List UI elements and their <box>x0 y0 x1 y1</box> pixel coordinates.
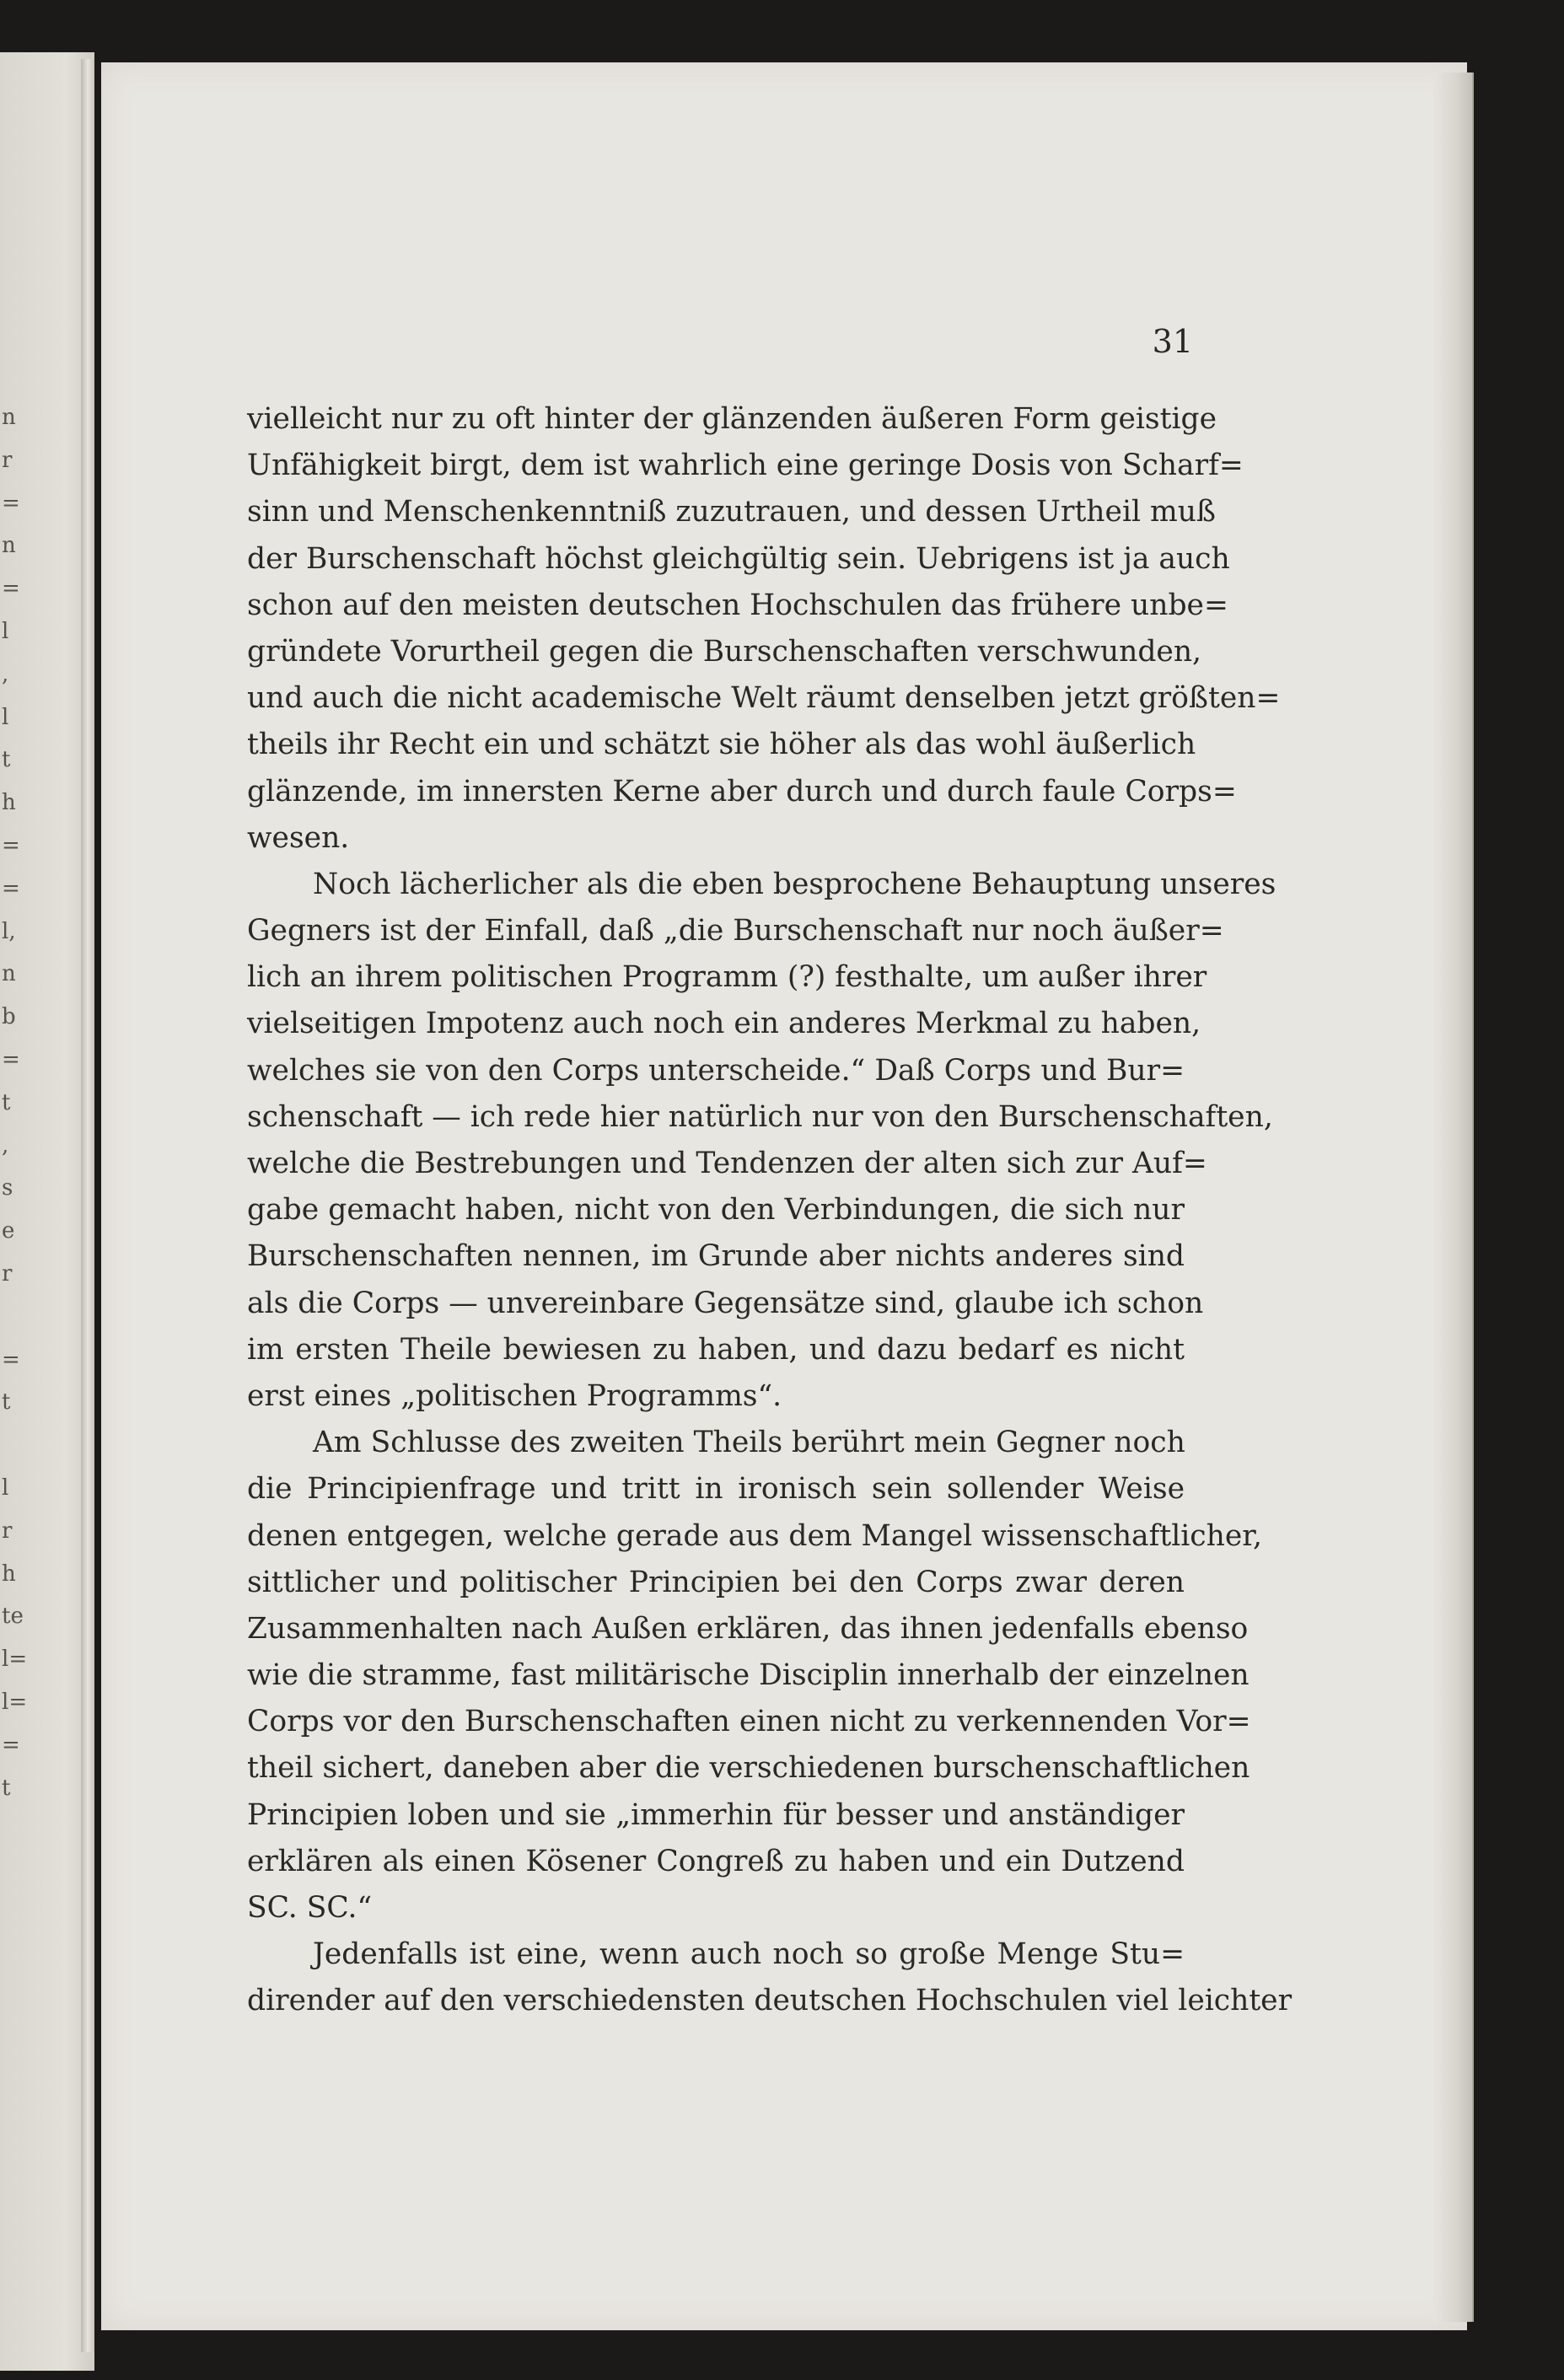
left-page-letter: = <box>2 875 20 901</box>
left-page-letter: l= <box>2 1647 28 1673</box>
left-page-letter: l <box>2 704 9 730</box>
text-line: lich an ihrem politischen Programm (?) festhalte, um außer ihrer <box>247 960 1207 995</box>
left-page-letter: n <box>2 405 16 430</box>
left-page-letter: b <box>2 1004 16 1030</box>
left-page-letter: t <box>2 747 11 773</box>
text-line: als die Corps — unvereinbare Gegensätze sind, glaube ich schon <box>247 1286 1204 1320</box>
left-page-letter: , <box>2 661 9 687</box>
text-line: welches sie von den Corps unterscheide.“ Daß Corps und Bur= <box>247 1053 1185 1088</box>
text-line: theils ihr Recht ein und schätzt sie höher als das wohl äußerlich <box>247 728 1196 762</box>
left-page-letter: l, <box>2 918 16 944</box>
left-page-letter: l= <box>2 1689 28 1715</box>
text-line: gründete Vorurtheil gegen die Burschenschaften verschwunden, <box>247 634 1202 669</box>
left-page-letter <box>2 1424 19 1467</box>
text-line: glänzende, im innersten Kerne aber durch und durch faule Corps= <box>247 774 1237 809</box>
text-line: welche die Bestrebungen und Tendenzen der alten sich zur Auf= <box>247 1147 1207 1180</box>
text-line: und auch die nicht academische Welt räumt denselben jetzt größten= <box>247 681 1281 716</box>
left-page-letter: l <box>2 1475 9 1501</box>
left-page-letter: , <box>2 1132 9 1158</box>
left-page-letter: r <box>2 1518 13 1544</box>
text-line: schon auf den meisten deutschen Hochschulen das frühere unbe= <box>247 588 1228 622</box>
text-line: erklären als einen Kösener Congreß zu haben und ein Dutzend <box>247 1844 1185 1878</box>
left-page-letter: s <box>2 1175 13 1201</box>
text-line: erst eines „politischen Programms“. <box>247 1378 782 1413</box>
text-line: Burschenschaften nennen, im Grunde aber nichts anderes sind <box>247 1239 1185 1274</box>
text-line: Am Schlusse des zweiten Theils berührt mein Gegner noch <box>313 1426 1185 1460</box>
text-line: sinn und Menschenkenntniß zuzutrauen, und dessen Urtheil muß <box>247 495 1216 529</box>
text-line: Gegners ist der Einfall, daß „die Burschenschaft nur noch äußer= <box>247 914 1224 948</box>
text-line: sittlicher und politischer Principien bei den Corps zwar deren <box>247 1565 1185 1599</box>
left-page-letter: r <box>2 447 13 473</box>
left-page-letter: = <box>2 490 20 516</box>
left-page-letter: t <box>2 1089 11 1115</box>
text-line: Jedenfalls ist eine, wenn auch noch so große Menge Stu= <box>313 1937 1185 1972</box>
left-page-letter: = <box>2 1732 20 1758</box>
text-line: im ersten Theile bewiesen zu haben, und dazu bedarf es nicht <box>247 1332 1185 1367</box>
page-number: 31 <box>1152 323 1193 360</box>
text-line: vielleicht nur zu oft hinter der glänzenden äußeren Form geistige <box>247 402 1217 436</box>
text-line: schenschaft — ich rede hier natürlich nur von den Burschenschaften, <box>247 1099 1273 1134</box>
text-line: Principien loben und sie „immerhin für besser und anständiger <box>247 1797 1185 1832</box>
left-page-letter: l <box>2 618 9 644</box>
left-page-letter: = <box>2 1046 20 1072</box>
text-line: Corps vor den Burschenschaften einen nicht zu verkennenden Vor= <box>247 1705 1251 1739</box>
text-line: vielseitigen Impotenz auch noch ein anderes Merkmal zu haben, <box>247 1007 1201 1041</box>
text-line: theil sichert, daneben aber die verschiedenen burschenschaftlichen <box>247 1751 1250 1786</box>
page-edge <box>1433 73 1474 2322</box>
left-page-letter: t <box>2 1389 11 1416</box>
text-line: Noch lächerlicher als die eben besprochene Behauptung unseres <box>313 867 1276 901</box>
text-line: dirender auf den verschiedensten deutschen Hochschulen viel leichter <box>247 1984 1293 2018</box>
text-line: Unfähigkeit birgt, dem ist wahrlich eine geringe Dosis von Scharf= <box>247 449 1244 483</box>
text-line: der Burschenschaft höchst gleichgültig sein. Uebrigens ist ja auch <box>247 541 1230 576</box>
left-page-letter: t <box>2 1775 11 1801</box>
left-page-letter: e <box>2 1218 15 1244</box>
text-line: gabe gemacht haben, nicht von den Verbindungen, die sich nur <box>247 1193 1185 1228</box>
left-page-letter: h <box>2 790 16 816</box>
left-page-letter <box>2 1296 19 1339</box>
text-line: SC. SC.“ <box>247 1891 373 1925</box>
text-line: die Principienfrage und tritt in ironisch sein sollender Weise <box>247 1472 1185 1507</box>
left-page-letter: h <box>2 1561 16 1587</box>
left-page-letter: = <box>2 576 20 602</box>
left-page-letters <box>0 396 28 1809</box>
text-line: Zusammenhalten nach Außen erklären, das ihnen jedenfalls ebenso <box>247 1611 1249 1646</box>
left-page-letter: n <box>2 961 16 987</box>
text-line: wesen. <box>247 820 350 855</box>
left-page-letter: = <box>2 1346 20 1373</box>
left-page-letter: te <box>2 1604 24 1630</box>
text-line: denen entgegen, welche gerade aus dem Mangel wissenschaftlicher, <box>247 1518 1262 1553</box>
left-page-letter: n <box>2 533 16 559</box>
body-text <box>247 396 1293 2025</box>
left-page-edge <box>81 59 94 2352</box>
left-page-letter: = <box>2 832 20 858</box>
left-page-letter: r <box>2 1260 13 1287</box>
text-line: wie die stramme, fast militärische Disciplin innerhalb der einzelnen <box>247 1658 1250 1693</box>
